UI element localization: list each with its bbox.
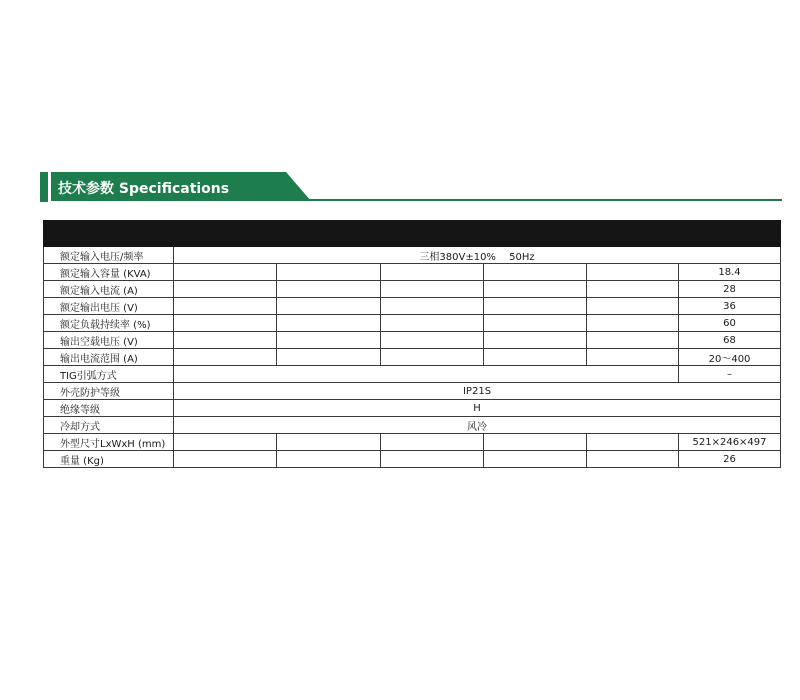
empty-cell (587, 332, 679, 349)
table-row (44, 247, 781, 264)
table-row (44, 400, 781, 417)
empty-cell (484, 349, 587, 366)
empty-cell (587, 451, 679, 468)
empty-cell (174, 451, 277, 468)
empty-cell (277, 281, 381, 298)
table-row (44, 349, 781, 366)
row-value: 风冷 (174, 417, 781, 434)
empty-cell (277, 332, 381, 349)
empty-cell (381, 349, 484, 366)
section-header (40, 172, 782, 202)
row-value: 521×246×497 (679, 434, 781, 451)
header-underline (302, 199, 782, 201)
table-row (44, 366, 781, 383)
table-row (44, 383, 781, 400)
row-label: 输出电流范围 (A) (44, 349, 174, 366)
row-value: 60 (679, 315, 781, 332)
row-label: 外壳防护等级 (44, 383, 174, 400)
table-row (44, 417, 781, 434)
empty-cell (381, 451, 484, 468)
empty-cell (174, 315, 277, 332)
empty-cell (277, 315, 381, 332)
row-label: TIG引弧方式 (44, 366, 174, 383)
empty-cell (174, 281, 277, 298)
empty-cell (484, 298, 587, 315)
empty-cell (381, 332, 484, 349)
table-row (44, 332, 781, 349)
table-row (44, 315, 781, 332)
empty-cell (587, 315, 679, 332)
empty-cell (484, 281, 587, 298)
row-value: – (679, 366, 781, 383)
row-value: 28 (679, 281, 781, 298)
empty-cell (174, 434, 277, 451)
specifications-table (43, 220, 781, 468)
row-label: 外型尺寸LxWxH (mm) (44, 434, 174, 451)
empty-cell (587, 298, 679, 315)
table-row (44, 298, 781, 315)
row-value: 26 (679, 451, 781, 468)
row-label: 冷却方式 (44, 417, 174, 434)
table-row (44, 281, 781, 298)
section-title: 技术参数 Specifications (58, 181, 230, 197)
empty-cell (381, 315, 484, 332)
table-row (44, 264, 781, 281)
table-header-cell (44, 221, 781, 247)
header-accent-bar (40, 172, 48, 202)
empty-cell (277, 298, 381, 315)
empty-cell (174, 349, 277, 366)
empty-cell (381, 434, 484, 451)
empty-cell (174, 332, 277, 349)
empty-cell (381, 264, 484, 281)
empty-cell (587, 281, 679, 298)
empty-cell (587, 434, 679, 451)
table-row (44, 451, 781, 468)
row-label: 额定负载持续率 (%) (44, 315, 174, 332)
row-label: 绝缘等级 (44, 400, 174, 417)
row-value: H (174, 400, 781, 417)
table-header-row (44, 221, 781, 247)
row-label: 重量 (Kg) (44, 451, 174, 468)
empty-cell (484, 434, 587, 451)
empty-cell (277, 264, 381, 281)
empty-cell (174, 298, 277, 315)
empty-cell (484, 332, 587, 349)
empty-cell (484, 315, 587, 332)
row-value: 20～400 (679, 349, 781, 366)
empty-cell (484, 264, 587, 281)
row-value: 36 (679, 298, 781, 315)
empty-cell (484, 451, 587, 468)
empty-cell (587, 264, 679, 281)
table-row (44, 434, 781, 451)
empty-cell (277, 349, 381, 366)
row-label: 额定输入电压/频率 (44, 247, 174, 264)
empty-cell (174, 366, 679, 383)
empty-cell (174, 264, 277, 281)
empty-cell (381, 281, 484, 298)
empty-cell (277, 434, 381, 451)
empty-cell (277, 451, 381, 468)
row-label: 输出空载电压 (V) (44, 332, 174, 349)
empty-cell (381, 298, 484, 315)
row-value: 18.4 (679, 264, 781, 281)
row-value: 三相380V±10% 50Hz (174, 247, 781, 264)
row-value: IP21S (174, 383, 781, 400)
row-label: 额定输入容量 (KVA) (44, 264, 174, 281)
row-label: 额定输出电压 (V) (44, 298, 174, 315)
row-value: 68 (679, 332, 781, 349)
row-label: 额定输入电流 (A) (44, 281, 174, 298)
empty-cell (587, 349, 679, 366)
